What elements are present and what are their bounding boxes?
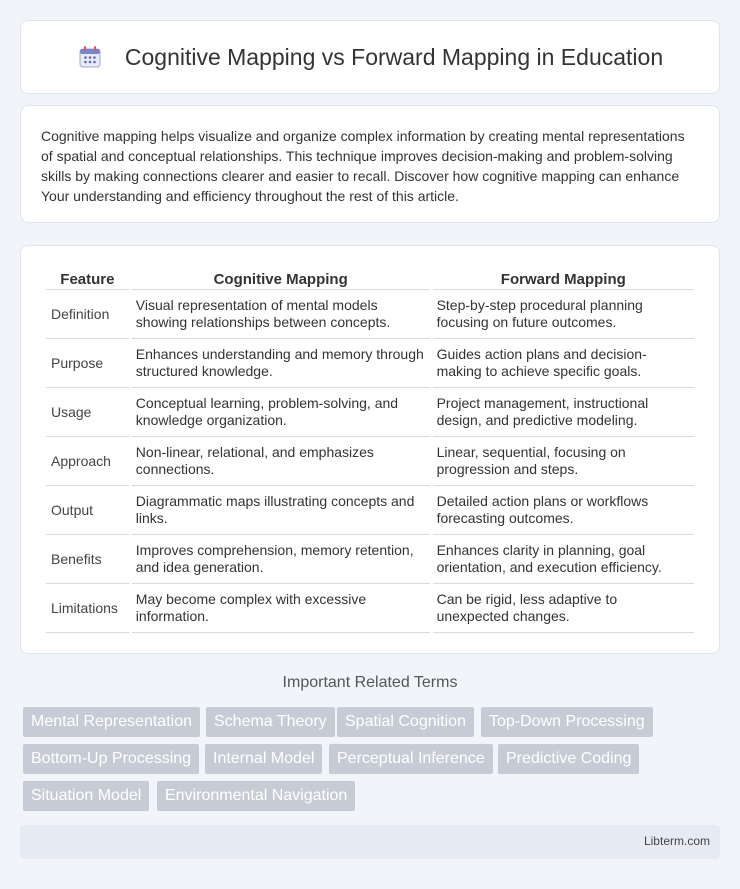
forward-cell: Detailed action plans or workflows forecasting outcomes.: [433, 486, 694, 535]
comparison-table: [43, 266, 697, 633]
feature-cell: Limitations: [46, 584, 129, 633]
table-row: [46, 437, 694, 486]
tag-top-down-processing[interactable]: Top-Down Processing: [481, 707, 653, 737]
table-row: [46, 535, 694, 584]
forward-cell: Step-by-step procedural planning focusing on future outcomes.: [433, 290, 694, 339]
calendar-icon: [77, 44, 103, 70]
title-wrap: [77, 44, 663, 71]
feature-cell: Output: [46, 486, 129, 535]
header-card: [20, 20, 720, 94]
forward-cell: Can be rigid, less adaptive to unexpected changes.: [433, 584, 694, 633]
cognitive-cell: Visual representation of mental models showing relationships between concepts.: [132, 290, 430, 339]
forward-cell: Linear, sequential, focusing on progression and steps.: [433, 437, 694, 486]
feature-cell: Purpose: [46, 339, 129, 388]
tag-internal-model[interactable]: Internal Model: [205, 744, 322, 774]
header-cognitive-mapping: Cognitive Mapping: [132, 266, 430, 290]
tag-perceptual-inference[interactable]: Perceptual Inference: [329, 744, 493, 774]
table-row: [46, 339, 694, 388]
tag-bottom-up-processing[interactable]: Bottom-Up Processing: [23, 744, 199, 774]
related-terms-title: Important Related Terms: [282, 674, 458, 691]
tag-predictive-coding[interactable]: Predictive Coding: [498, 744, 639, 774]
feature-cell: Definition: [46, 290, 129, 339]
forward-cell: Enhances clarity in planning, goal orientation, and execution efficiency.: [433, 535, 694, 584]
feature-cell: Usage: [46, 388, 129, 437]
footer-site-link[interactable]: Libterm.com: [643, 834, 710, 848]
intro-text: Cognitive mapping helps visualize and organize complex information by creating mental representations of spatial and conceptual relationships. This technique improves decision-making and problem-solving skills by making connections clearer and easier to recall. Discover how cognitive mapping can enhance Your understanding and efficiency throughout the rest of this article.: [41, 128, 685, 204]
table-row: [46, 388, 694, 437]
header-feature: Feature: [46, 266, 129, 290]
cognitive-cell: Conceptual learning, problem-solving, and knowledge organization.: [132, 388, 430, 437]
cognitive-cell: Diagrammatic maps illustrating concepts and links.: [132, 486, 430, 535]
header-forward-mapping: Forward Mapping: [433, 266, 694, 290]
tag-situation-model[interactable]: Situation Model: [23, 781, 149, 811]
cognitive-cell: May become complex with excessive information.: [132, 584, 430, 633]
tag-schema-theory[interactable]: Schema Theory: [206, 707, 335, 737]
footer: [20, 825, 720, 859]
comparison-card: [20, 245, 720, 654]
table-row: [46, 584, 694, 633]
forward-cell: Project management, instructional design, and predictive modeling.: [433, 388, 694, 437]
tag-environmental-navigation[interactable]: Environmental Navigation: [157, 781, 355, 811]
table-row: [46, 486, 694, 535]
cognitive-cell: Improves comprehension, memory retention, and idea generation.: [132, 535, 430, 584]
table-header-row: [46, 266, 694, 290]
feature-cell: Benefits: [46, 535, 129, 584]
cognitive-cell: Enhances understanding and memory through structured knowledge.: [132, 339, 430, 388]
forward-cell: Guides action plans and decision-making to achieve specific goals.: [433, 339, 694, 388]
intro-card: [20, 105, 720, 223]
cognitive-cell: Non-linear, relational, and emphasizes connections.: [132, 437, 430, 486]
tag-spatial-cognition[interactable]: Spatial Cognition: [337, 707, 474, 737]
table-row: [46, 290, 694, 339]
feature-cell: Approach: [46, 437, 129, 486]
tag-mental-representation[interactable]: Mental Representation: [23, 707, 200, 737]
page-title: Cognitive Mapping vs Forward Mapping in Education: [124, 43, 664, 70]
